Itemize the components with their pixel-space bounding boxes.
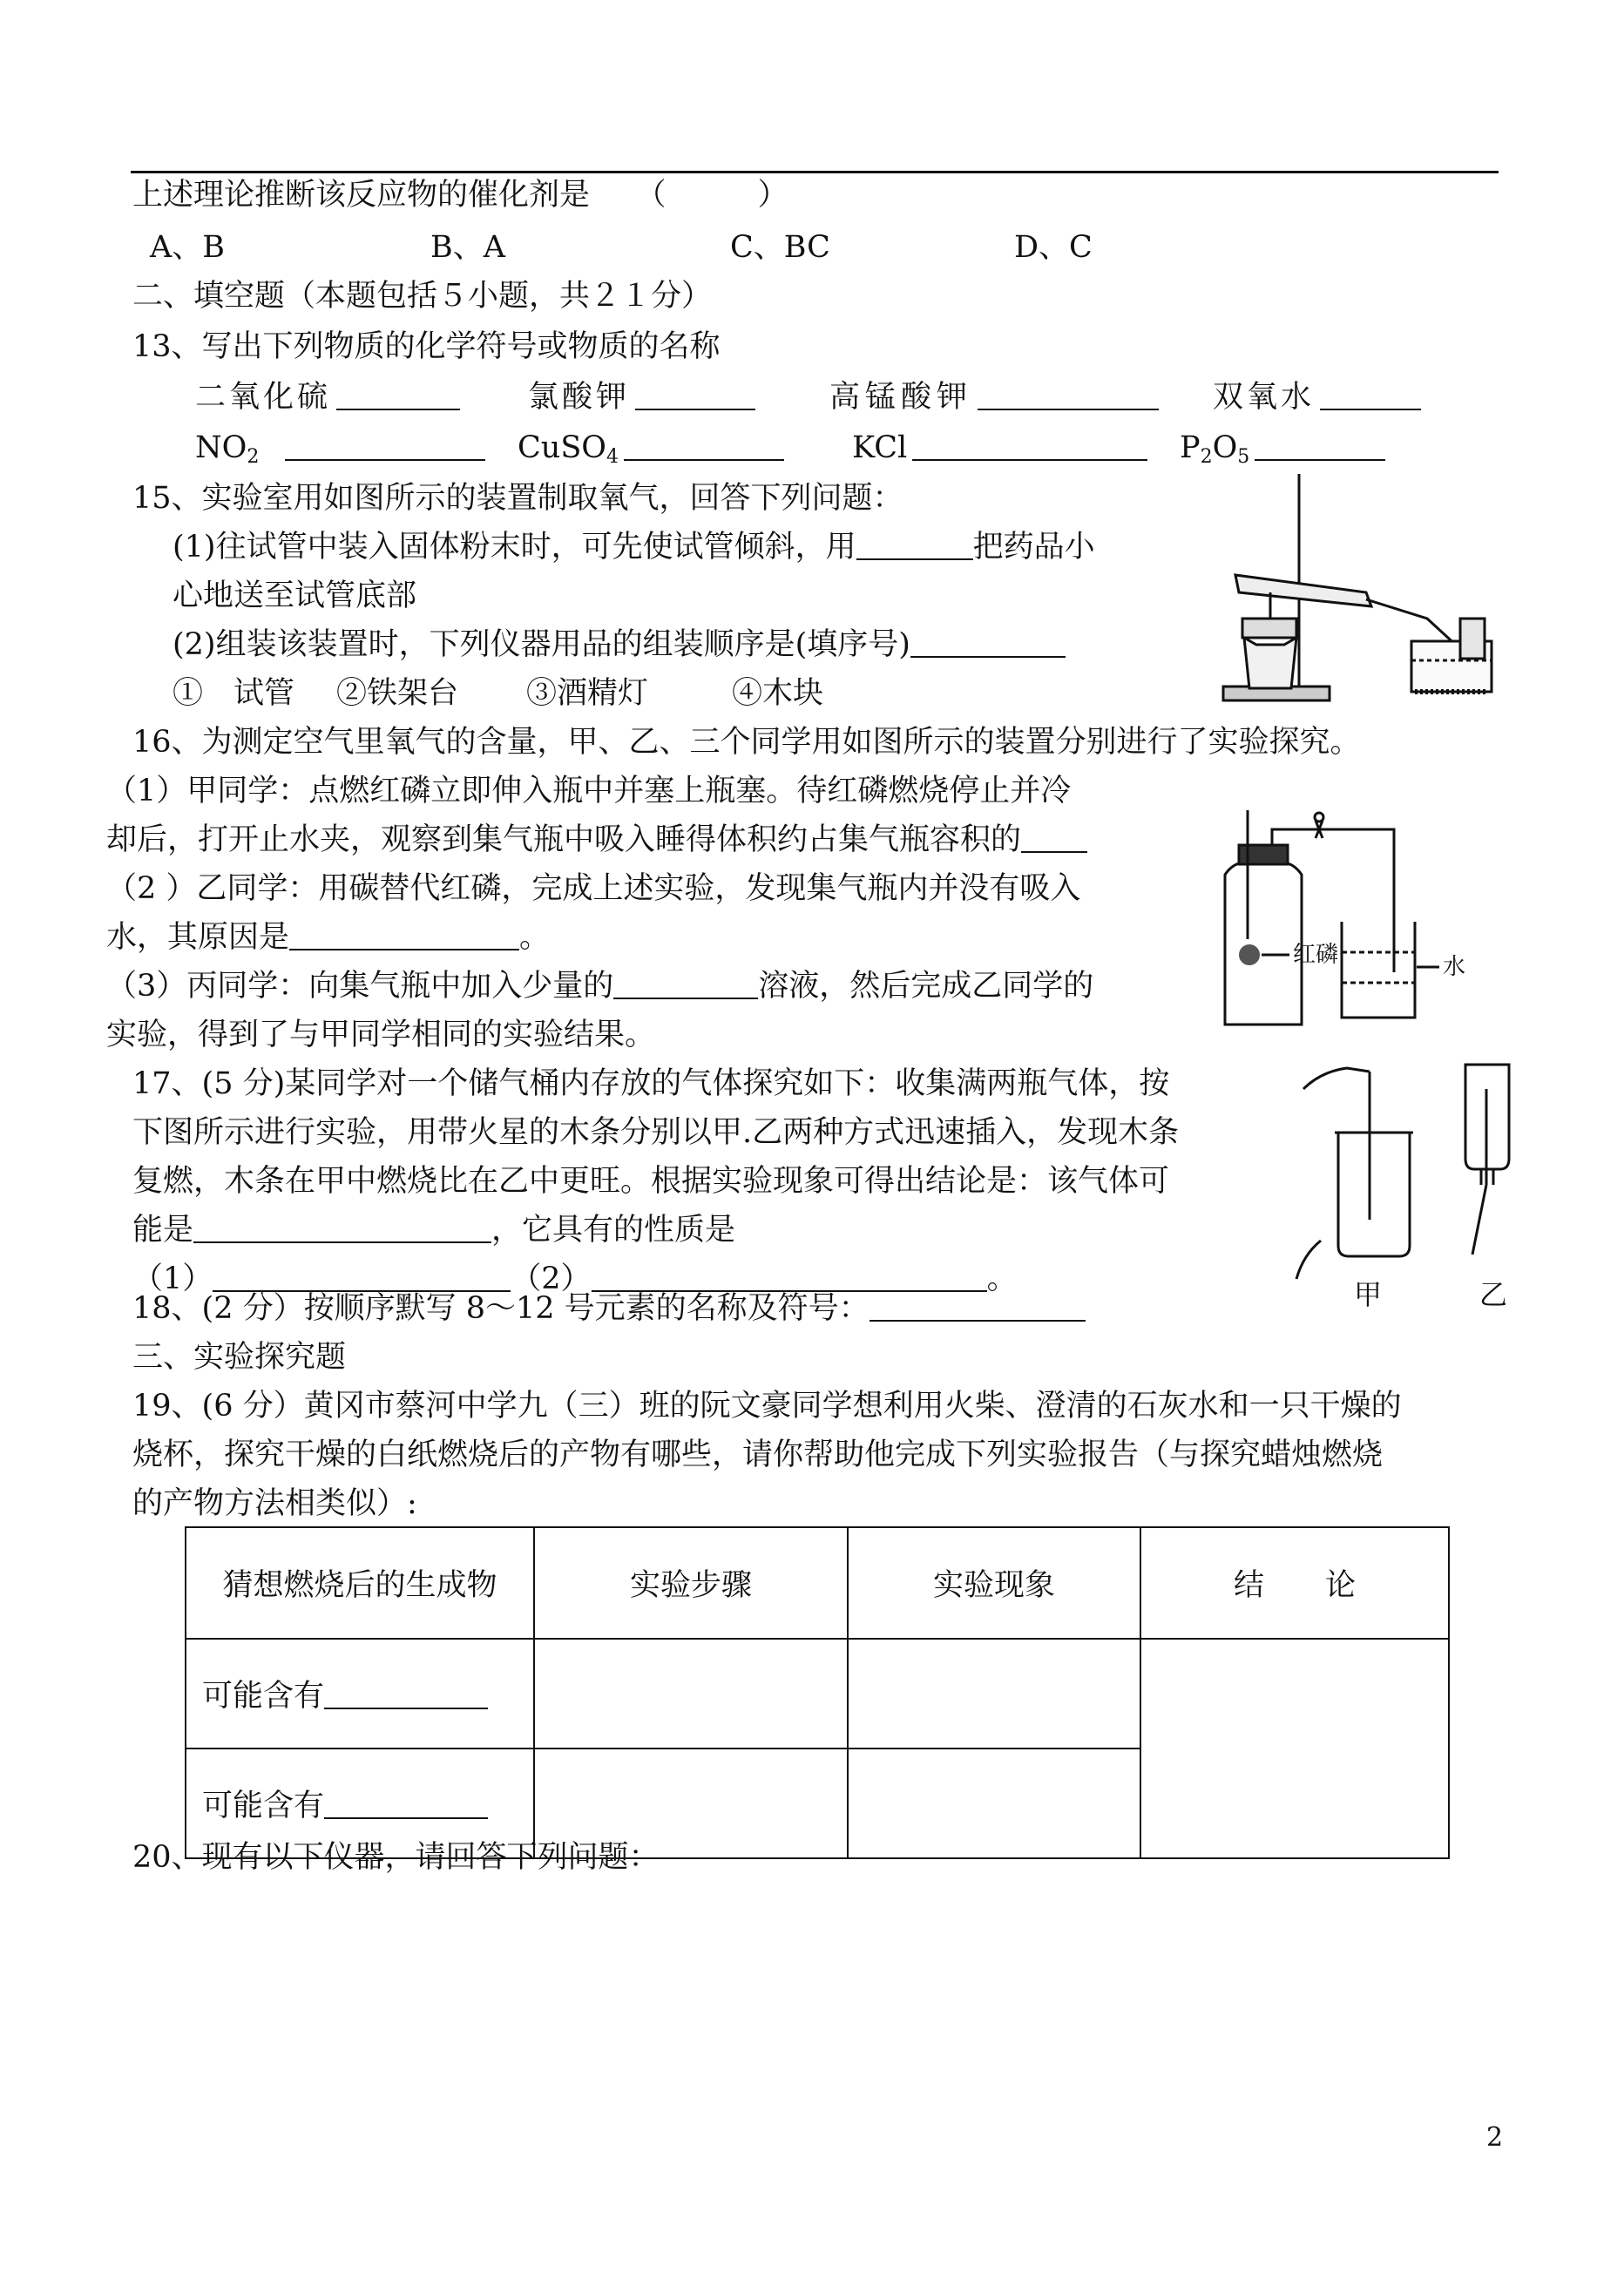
q15-stem: 15、实验室用如图所示的装置制取氧气，回答下列问题： [132, 481, 903, 516]
q13-item-cuso4: CuSO$_4$ [518, 429, 784, 477]
q13-item-h2o2: 双氧水 [1213, 378, 1421, 416]
q17-line2: 下图所示进行实验，用带火星的木条分别以甲.乙两种方式迅速插入，发现木条 [132, 1115, 1180, 1150]
answer-blank[interactable] [910, 630, 1066, 658]
answer-blank[interactable] [1320, 382, 1421, 410]
answer-blank[interactable] [324, 1791, 488, 1819]
q15-item-2: ②铁架台 [336, 676, 459, 711]
q12-option-b: B、A [430, 230, 505, 265]
answer-blank[interactable] [592, 1264, 987, 1292]
answer-blank[interactable] [978, 382, 1159, 410]
q17-line1: 17、(5 分)某同学对一个储气桶内存放的气体探究如下：收集满两瓶气体，按 [132, 1066, 1170, 1101]
figure-label-jia: 甲 [1354, 1278, 1383, 1311]
table-cell[interactable] [848, 1639, 1140, 1748]
answer-blank[interactable] [856, 532, 973, 560]
q16-part1: （1）甲同学：点燃红磷立即伸入瓶中并塞上瓶塞。待红磷燃烧停止并冷 [106, 774, 1072, 808]
q17-line4: 能是 ，它具有的性质是 [132, 1213, 736, 1248]
q13-stem: 13、写出下列物质的化学符号或物质的名称 [132, 329, 721, 364]
table-cell[interactable] [848, 1748, 1140, 1858]
table-cell[interactable] [534, 1639, 848, 1748]
answer-blank[interactable] [1021, 825, 1087, 853]
experiment-report-table [185, 1526, 1450, 1859]
oxygen-content-figure [1211, 808, 1499, 1028]
q16-stem: 16、为测定空气里氧气的含量，甲、乙、三个同学用如图所示的装置分别进行了实验探究。 [132, 725, 1361, 760]
q19-line2: 烧杯，探究干燥的白纸燃烧后的产物有哪些，请你帮助他完成下列实验报告（与探究蜡烛燃烧 [132, 1437, 1384, 1472]
q12-option-d: D、C [1014, 230, 1093, 265]
q13-item-so2: 二氧化硫 [195, 378, 460, 416]
q19-line3: 的产物方法相类似）: [132, 1486, 417, 1521]
table-header: 实验步骤 [534, 1527, 848, 1639]
water-label: 水 [1443, 954, 1466, 980]
q15-item-4: ④木块 [732, 676, 824, 711]
q19-line1: 19、(6 分）黄冈市蔡河中学九（三）班的阮文豪同学想利用火柴、澄清的石灰水和一只干燥的 [132, 1389, 1402, 1424]
q13-item-p2o5: $P_2O_5$ [1180, 429, 1385, 477]
answer-blank[interactable] [1255, 433, 1385, 461]
q15-item-1: ① 试管 [173, 676, 295, 711]
answer-blank[interactable] [285, 433, 485, 461]
section3-title: 三、实验探究题 [132, 1340, 347, 1375]
answer-blank[interactable] [613, 971, 758, 999]
page-number: 2 [1486, 2122, 1504, 2153]
answer-blank[interactable] [624, 433, 784, 461]
answer-blank[interactable] [213, 1264, 511, 1292]
q13-item-kmno4: 高锰酸钾 [829, 378, 1159, 416]
section2-title: 二、填空题（本题包括５小题，共２１分） [132, 279, 713, 314]
q12-option-c: C、BC [730, 230, 830, 265]
q12-stem: 上述理论推断该反应物的催化剂是 （ ） [132, 178, 788, 213]
q15-part1: (1)往试管中装入固体粉末时，可先使试管倾斜，用 把药品小 [173, 530, 1095, 565]
q13-item-kclo3: 氯酸钾 [528, 378, 755, 416]
table-row [186, 1639, 1449, 1748]
q15-part1-cont: 心地送至试管底部 [173, 578, 417, 613]
table-header: 猜想燃烧后的生成物 [186, 1527, 534, 1639]
answer-blank[interactable] [635, 382, 755, 410]
answer-blank[interactable] [912, 433, 1147, 461]
oxygen-apparatus-figure [1218, 470, 1497, 707]
q16-part2-cont: 水，其原因是 。 [106, 920, 551, 955]
q13-item-kcl: KCl [852, 429, 1147, 467]
answer-blank[interactable] [324, 1681, 488, 1709]
q15-item-3: ③酒精灯 [526, 676, 649, 711]
q18-text: 18、(2 分）按顺序默写 8～12 号元素的名称及符号： [132, 1289, 1086, 1328]
table-header: 实验现象 [848, 1527, 1140, 1639]
q17-line5: （1） （2） 。 [132, 1261, 1018, 1296]
table-cell: 可能含有 [186, 1639, 534, 1748]
q20-text: 20、现有以下仪器，请回答下列问题： [132, 1840, 660, 1875]
header-rule [131, 171, 1499, 173]
q16-part2: （2 ）乙同学：用碳替代红磷，完成上述实验，发现集气瓶内并没有吸入 [106, 871, 1081, 906]
q12-option-a: A、B [150, 230, 225, 265]
table-cell: 可能含有 [186, 1748, 534, 1858]
q16-part3-cont: 实验，得到了与甲同学相同的实验结果。 [106, 1018, 656, 1052]
phosphorus-label: 红磷 [1293, 942, 1339, 968]
table-cell[interactable] [1140, 1639, 1449, 1858]
table-header-row [186, 1527, 1449, 1639]
q15-part2: (2)组装该装置时，下列仪器用品的组装顺序是(填序号) [173, 626, 1066, 664]
answer-blank[interactable] [870, 1294, 1086, 1322]
splint-test-figure [1286, 1054, 1516, 1316]
figure-label-yi: 乙 [1479, 1278, 1508, 1311]
q16-part1-cont: 却后，打开止水夹，观察到集气瓶中吸入睡得体积约占集气瓶容积的 [106, 821, 1087, 859]
table-header: 结 论 [1140, 1527, 1449, 1639]
q13-item-no2: $NO_2$ [195, 429, 485, 477]
q16-part3: （3）丙同学：向集气瓶中加入少量的 溶液，然后完成乙同学的 [106, 969, 1094, 1004]
answer-blank[interactable] [336, 382, 460, 410]
answer-blank[interactable] [193, 1215, 491, 1243]
answer-blank[interactable] [289, 923, 519, 950]
q17-line3: 复燃，木条在甲中燃烧比在乙中更旺。根据实验现象可得出结论是：该气体可 [132, 1164, 1170, 1199]
